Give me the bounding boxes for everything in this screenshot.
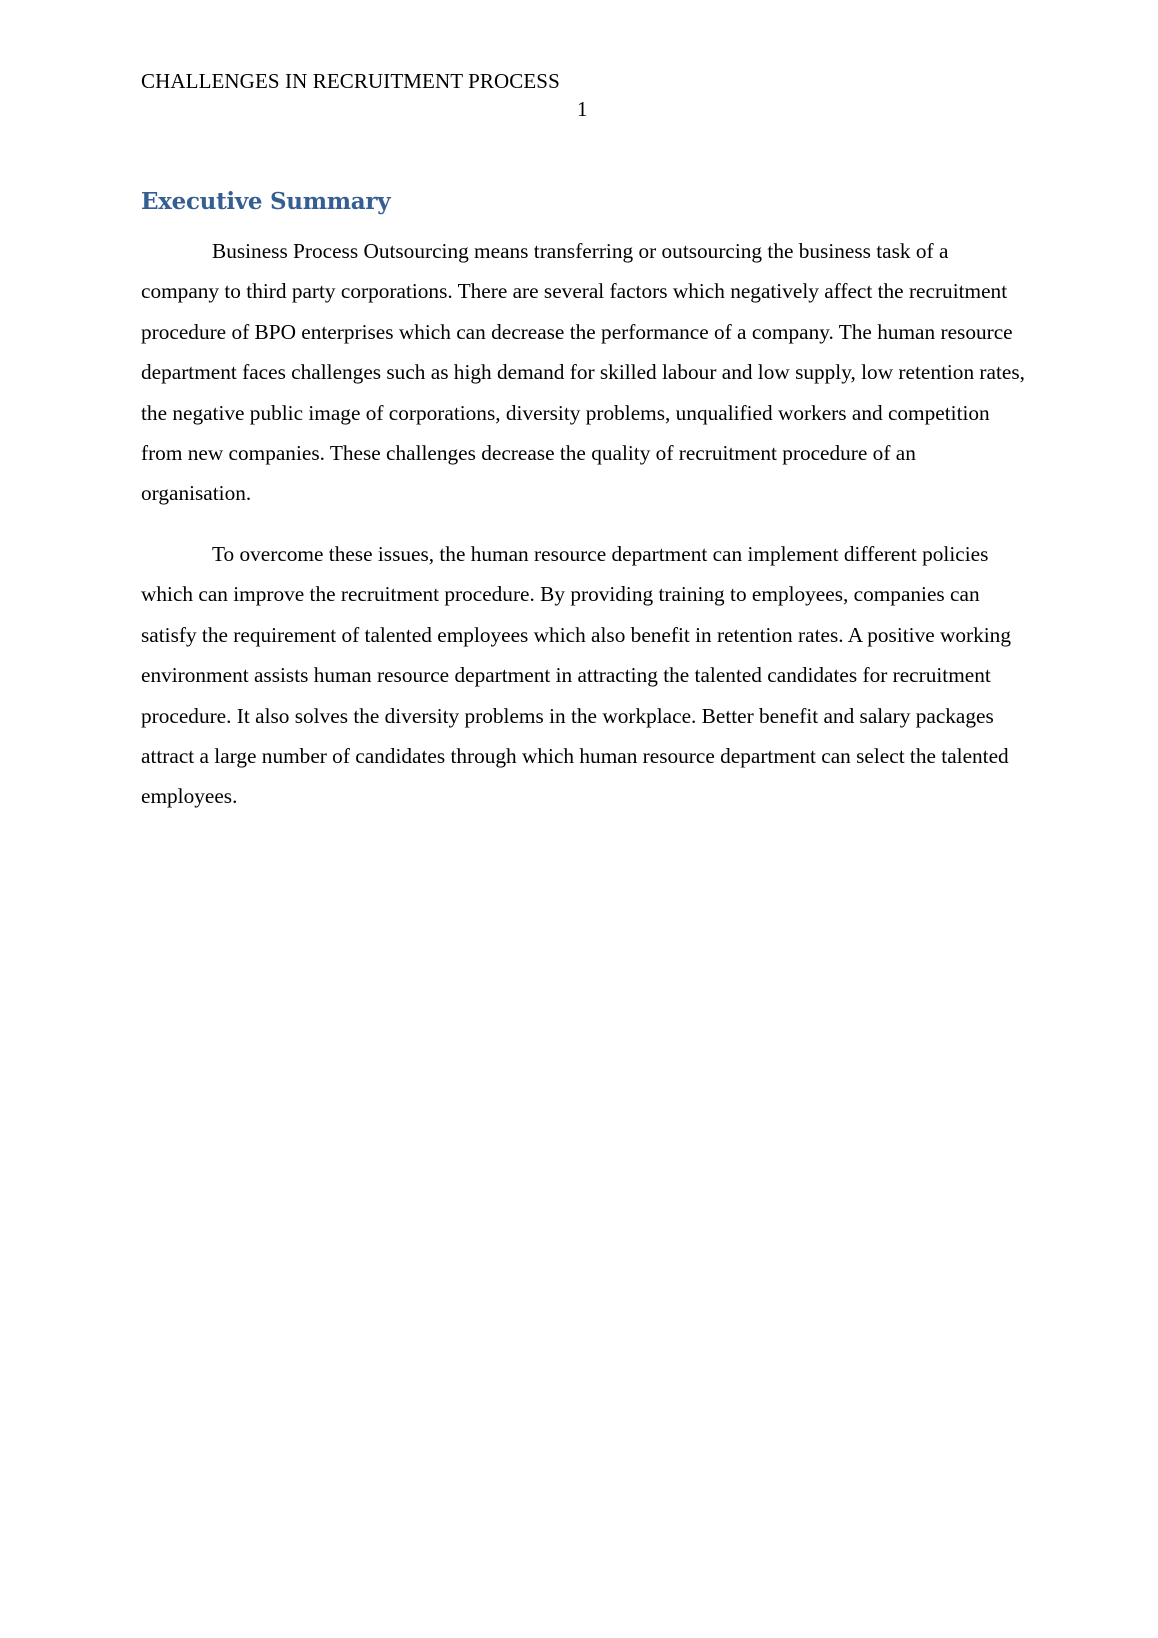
running-head: CHALLENGES IN RECRUITMENT PROCESS xyxy=(141,69,560,93)
paragraph-2: To overcome these issues, the human resource department can implement different policies which can improve the recruitment procedure. By providing training to employees, companies can satisfy the requirement of talented employees which also benefit in retention rates. A positive working environment assists human resource department in attracting the talented candidates for recruitment procedure. It also solves the diversity problems in the workplace. Better benefit and salary packages attract a large number of candidates through which human resource department can select the talented employees. xyxy=(141,542,1011,809)
page-number: 1 xyxy=(577,97,588,121)
section-heading: Executive Summary xyxy=(141,188,391,215)
paragraph-1: Business Process Outsourcing means transferring or outsourcing the business task of a company to third party corporations. There are several factors which negatively affect the recruitment procedure of BPO enterprises which can decrease the performance of a company. The human resource department faces challenges such as high demand for skilled labour and low supply, low retention rates, the negative public image of corporations, diversity problems, unqualified workers and competition from new companies. These challenges decrease the quality of recruitment procedure of an organisation. xyxy=(141,239,1025,506)
